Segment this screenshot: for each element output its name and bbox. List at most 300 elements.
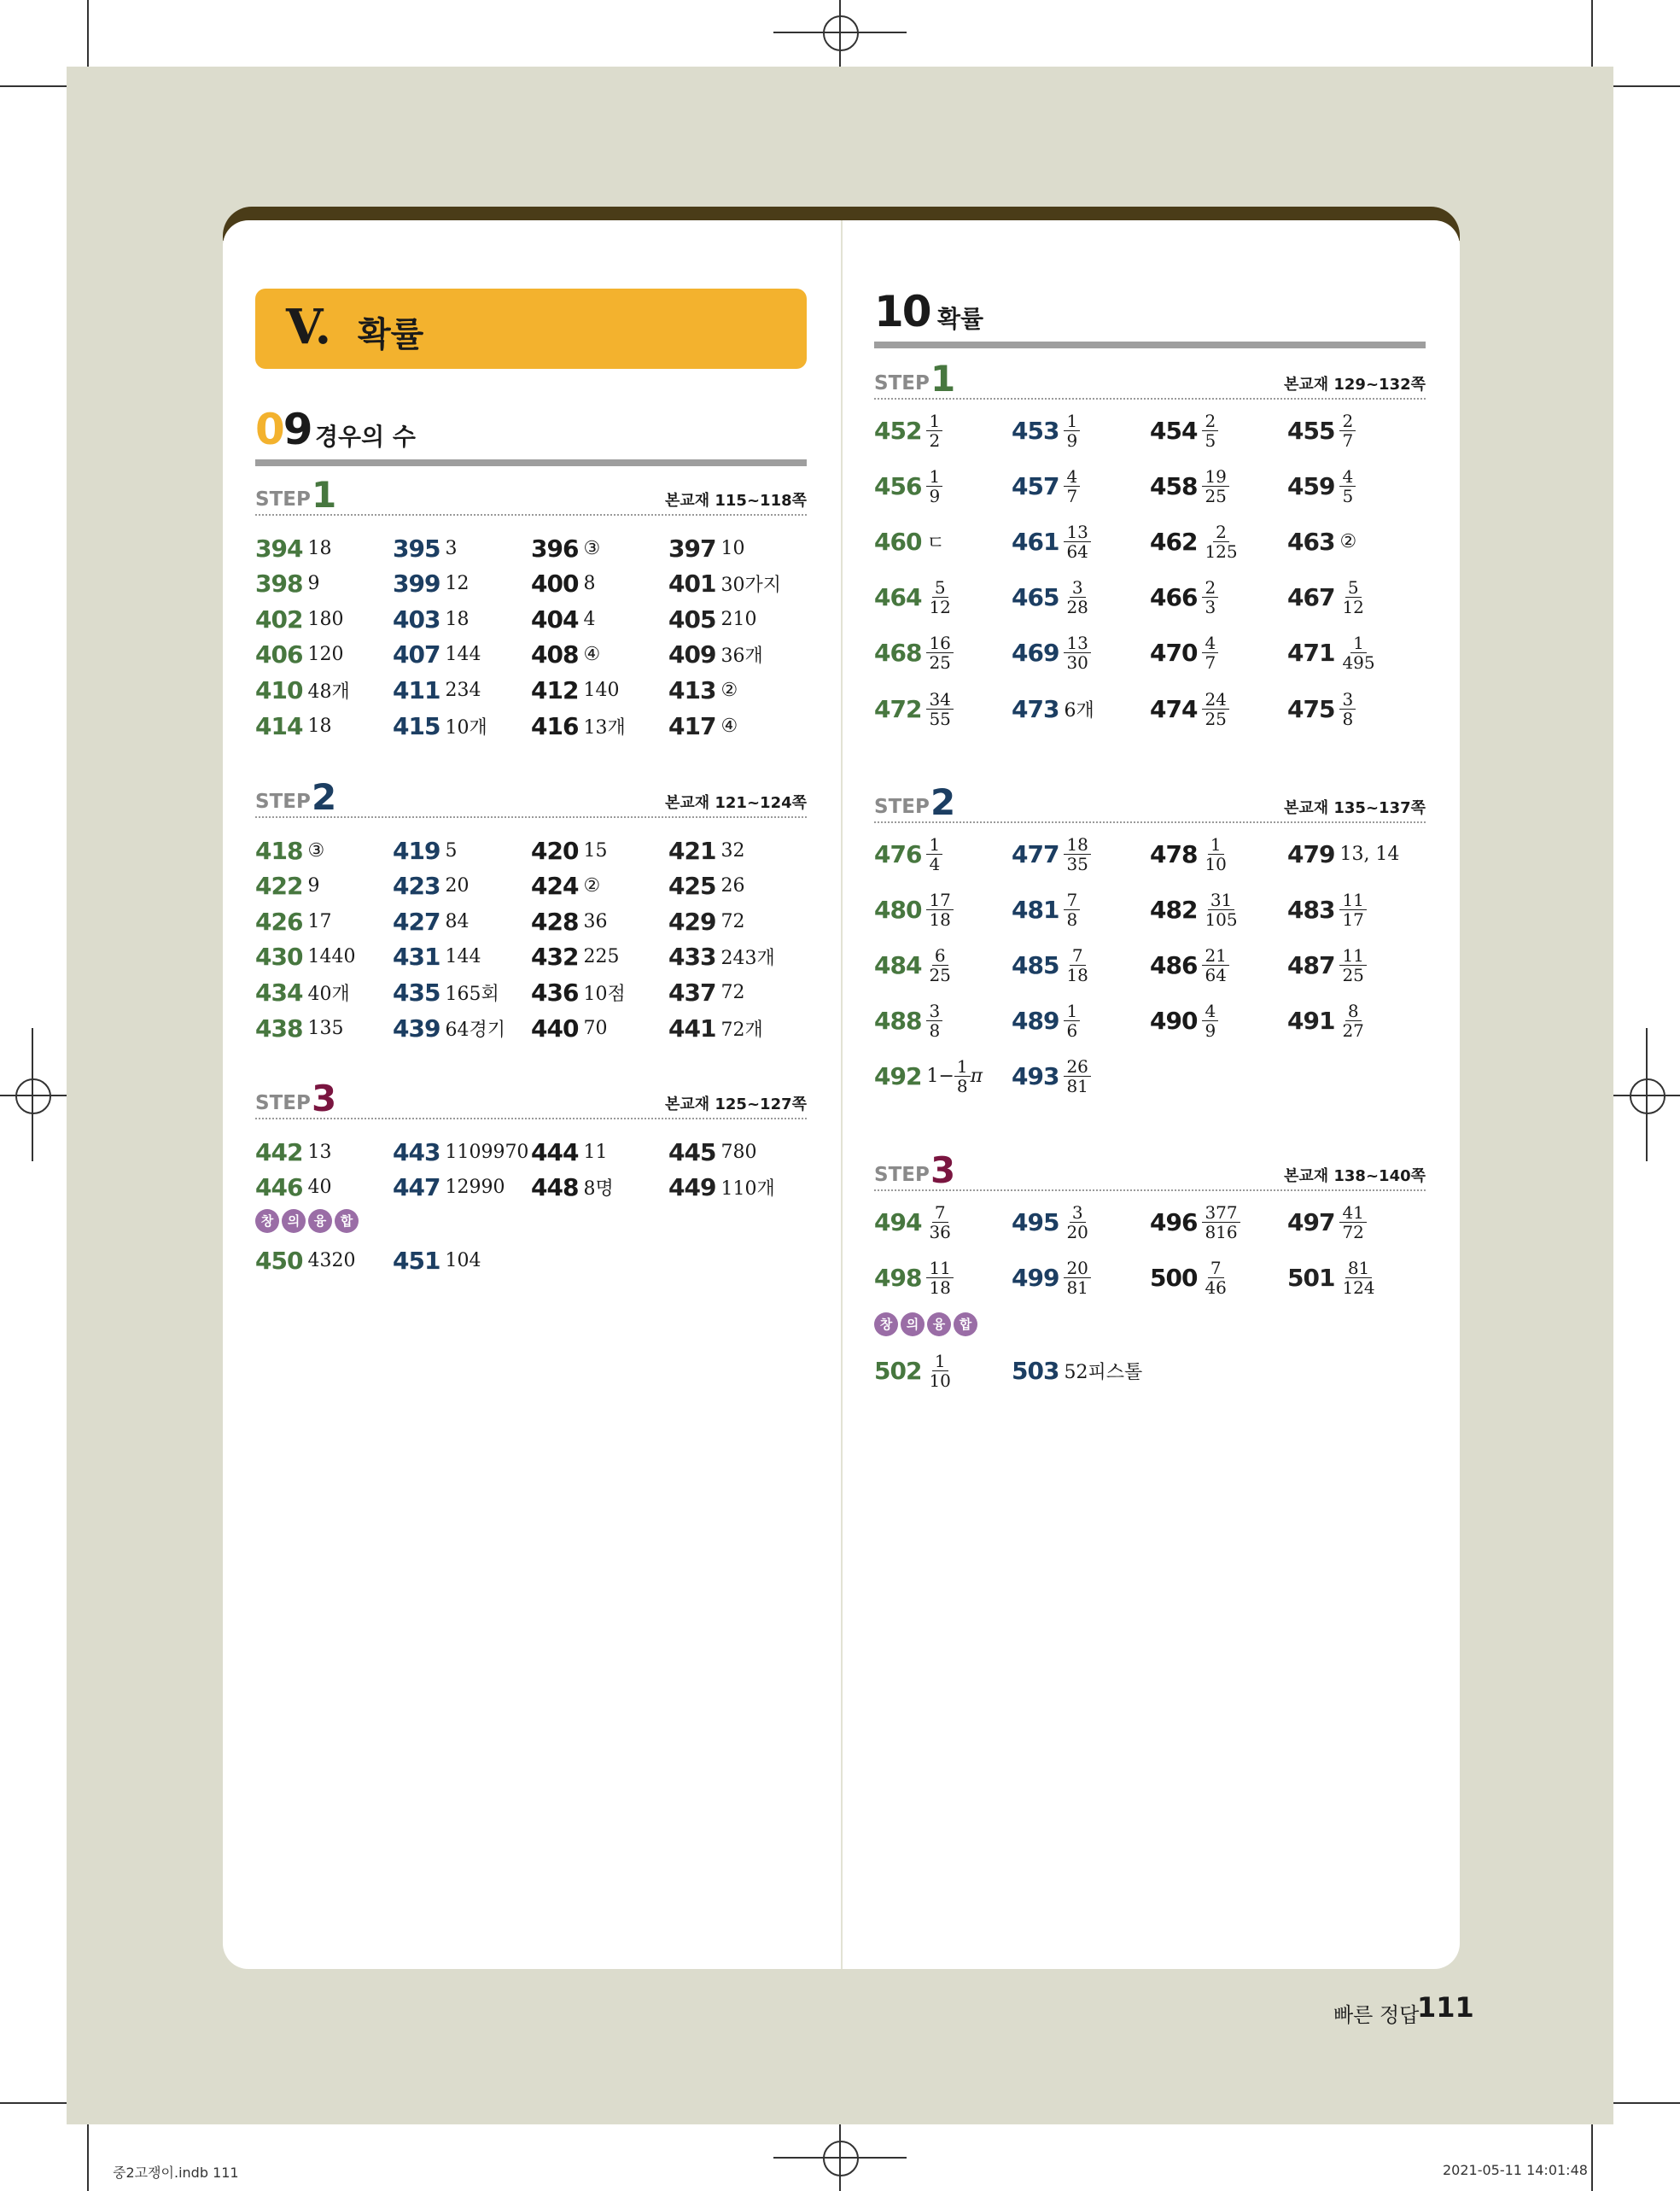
badge-letter: 융	[308, 1209, 332, 1233]
answer-item	[1012, 939, 1091, 990]
question-number: 474	[1150, 694, 1198, 723]
answer-item	[1150, 683, 1229, 734]
fraction	[926, 946, 953, 984]
answer-item	[393, 673, 481, 707]
numerator: 18	[1064, 835, 1090, 855]
question-number: 403	[393, 605, 440, 634]
question-number: 394	[255, 534, 303, 563]
numerator: 1	[1064, 1002, 1080, 1021]
question-number: 458	[1150, 471, 1198, 500]
textbook-page-reference: 본교재 121~124쪽	[664, 794, 807, 812]
question-number: 399	[393, 570, 440, 599]
question-number: 428	[531, 907, 579, 936]
answer-item	[255, 940, 355, 974]
answer-value: 17	[307, 910, 332, 932]
answer-item	[874, 405, 942, 456]
denominator: 27	[1342, 1020, 1364, 1042]
question-number: 481	[1012, 895, 1059, 924]
question-number: 483	[1287, 895, 1335, 924]
step-header	[255, 776, 807, 818]
fraction	[1064, 578, 1090, 616]
chapter-number-digits: 9	[283, 405, 312, 454]
question-number: 431	[393, 943, 440, 972]
answer-item	[255, 904, 331, 938]
answer-value: 144	[445, 644, 481, 666]
numerator: 1	[926, 835, 942, 855]
answer-item	[255, 1171, 331, 1205]
fraction	[926, 891, 953, 929]
answer-value: ②	[583, 875, 601, 897]
denominator: 10	[929, 1370, 951, 1391]
answer-value: 64경기	[445, 1019, 505, 1041]
answer-value: 110개	[720, 1178, 775, 1201]
answer-item	[668, 975, 744, 1009]
question-number: 444	[531, 1137, 579, 1166]
answer-value: 40	[307, 1177, 332, 1199]
answer-value: 48개	[307, 681, 350, 703]
answer-item	[1287, 1252, 1378, 1303]
answer-item	[1287, 516, 1356, 567]
answer-prefix: 1−	[926, 1066, 954, 1088]
numerator: 26	[1064, 1057, 1090, 1077]
answer-item	[668, 602, 756, 636]
crop-mark	[87, 0, 89, 67]
answer-item	[1150, 628, 1218, 679]
answer-item	[531, 673, 619, 707]
answer-item	[1287, 460, 1356, 511]
numerator: 3	[926, 1002, 942, 1021]
question-number: 410	[255, 675, 303, 704]
denominator: 8	[929, 1020, 941, 1042]
numerator: 2	[1213, 523, 1229, 542]
answer-item	[393, 638, 481, 672]
answer-item	[874, 996, 942, 1047]
badge-letter: 창	[874, 1312, 898, 1336]
answer-item	[531, 975, 626, 1009]
chapter-title: 확률	[937, 305, 984, 333]
answer-item	[668, 709, 738, 743]
answer-value: 18	[445, 608, 470, 630]
step-number: 3	[930, 1149, 956, 1191]
denominator: 36	[929, 1221, 951, 1242]
question-number: 437	[668, 978, 716, 1007]
question-number: 479	[1287, 839, 1335, 868]
question-number: 436	[531, 978, 579, 1007]
answer-value: ②	[1339, 530, 1357, 552]
answer-suffix: π	[970, 1066, 983, 1088]
answer-item	[1012, 1196, 1091, 1247]
answer-item	[393, 975, 499, 1009]
answer-item	[874, 939, 954, 990]
answer-value: 10개	[445, 716, 487, 739]
answer-value: 12990	[445, 1177, 505, 1199]
question-number: 449	[668, 1173, 716, 1202]
answer-item	[255, 1011, 343, 1045]
numerator: 5	[1345, 578, 1362, 598]
fraction	[1064, 946, 1090, 984]
question-number: 456	[874, 471, 922, 500]
question-number: 482	[1150, 895, 1198, 924]
answer-value: 5	[445, 839, 458, 862]
answer-item	[1150, 516, 1240, 567]
question-number: 445	[668, 1137, 716, 1166]
denominator: 12	[929, 597, 951, 618]
denominator: 816	[1205, 1221, 1238, 1242]
question-number: 432	[531, 943, 579, 972]
fraction	[926, 690, 953, 728]
question-number: 491	[1287, 1007, 1335, 1036]
answer-item	[1150, 828, 1229, 879]
question-number: 466	[1150, 583, 1198, 612]
question-number: 461	[1012, 527, 1059, 556]
unit-title: 확률	[358, 315, 424, 354]
answer-value: 18	[307, 715, 332, 737]
question-number: 421	[668, 836, 716, 865]
answer-value: 4	[583, 608, 596, 630]
numerator: 41	[1339, 1203, 1366, 1223]
answer-item	[668, 673, 738, 707]
numerator: 7	[1070, 946, 1086, 966]
fraction	[1202, 1259, 1228, 1297]
fraction	[1202, 1002, 1218, 1040]
answer-item	[531, 869, 600, 903]
fraction	[926, 1002, 942, 1040]
question-number: 475	[1287, 694, 1335, 723]
fraction	[1339, 578, 1366, 616]
creative-convergence-badge	[874, 1312, 977, 1338]
question-number: 502	[874, 1356, 922, 1385]
question-number: 401	[668, 570, 716, 599]
answer-value: ④	[583, 644, 601, 666]
fraction	[1202, 523, 1240, 561]
answer-value: 225	[583, 946, 620, 968]
fraction	[1202, 690, 1228, 728]
answer-item	[668, 940, 775, 974]
badge-letter: 합	[954, 1312, 977, 1336]
fraction	[1202, 578, 1218, 616]
question-number: 433	[668, 943, 716, 972]
denominator: 25	[1342, 964, 1364, 985]
denominator: 8	[1342, 708, 1354, 729]
fraction	[1064, 891, 1080, 929]
question-number: 468	[874, 639, 922, 668]
question-number: 503	[1012, 1356, 1059, 1385]
answer-item	[531, 1011, 607, 1045]
answer-item	[255, 602, 343, 636]
step-label: STEP	[255, 488, 311, 511]
badge-letter: 창	[255, 1209, 279, 1233]
step-number: 1	[930, 358, 956, 400]
answer-value: 20	[445, 875, 470, 897]
denominator: 4	[929, 853, 941, 874]
numerator: 11	[1339, 946, 1366, 966]
numerator: 4	[1339, 467, 1356, 487]
denominator: 7	[1205, 652, 1216, 674]
question-number: 406	[255, 640, 303, 669]
fraction	[1064, 523, 1090, 561]
denominator: 105	[1205, 909, 1238, 930]
numerator: 81	[1345, 1259, 1372, 1278]
chapter-title: 경우의 수	[315, 423, 416, 451]
answer-item	[393, 1243, 481, 1277]
answer-item	[1012, 628, 1091, 679]
question-number: 486	[1150, 950, 1198, 979]
question-number: 397	[668, 534, 716, 563]
crop-mark	[0, 2102, 67, 2104]
denominator: 35	[1066, 853, 1088, 874]
denominator: 25	[929, 652, 951, 674]
fraction	[926, 412, 942, 450]
fraction	[1202, 835, 1228, 873]
question-number: 443	[393, 1137, 440, 1166]
answer-value: 13	[307, 1141, 332, 1163]
step-header	[255, 1080, 807, 1119]
denominator: 72	[1342, 1221, 1364, 1242]
answer-item	[874, 1196, 954, 1247]
question-number: 400	[531, 570, 579, 599]
answer-item	[393, 531, 457, 565]
answer-item	[393, 833, 457, 868]
question-number: 472	[874, 694, 922, 723]
answer-item	[393, 709, 487, 743]
denominator: 125	[1205, 540, 1238, 562]
denominator: 20	[1066, 1221, 1088, 1242]
answer-item	[255, 1135, 331, 1169]
question-number: 454	[1150, 416, 1198, 445]
question-number: 469	[1012, 639, 1059, 668]
numerator: 1	[954, 1057, 971, 1077]
question-number: 422	[255, 872, 303, 901]
step-header	[874, 360, 1426, 400]
question-number: 407	[393, 640, 440, 669]
numerator: 8	[1345, 1002, 1362, 1021]
textbook-page-reference: 본교재 129~132쪽	[1283, 376, 1426, 394]
answer-value: 243개	[720, 948, 775, 970]
question-number: 476	[874, 839, 922, 868]
answer-item	[1150, 405, 1218, 456]
answer-item	[668, 1171, 775, 1205]
fraction	[1064, 1002, 1080, 1040]
question-number: 409	[668, 640, 716, 669]
answer-value: 4320	[307, 1249, 356, 1271]
answer-value: 180	[307, 608, 344, 630]
chapter-number-digits: 10	[874, 287, 930, 336]
denominator: 7	[1342, 429, 1354, 451]
fraction	[1064, 412, 1080, 450]
textbook-page-reference: 본교재 125~127쪽	[664, 1096, 807, 1113]
question-number: 408	[531, 640, 579, 669]
numerator: 7	[1064, 891, 1080, 910]
answer-value: 72	[720, 981, 745, 1003]
answer-item	[1012, 1051, 1091, 1102]
step-label: STEP	[874, 1164, 930, 1186]
answer-item	[1287, 1196, 1367, 1247]
answer-value: 30가지	[720, 575, 781, 597]
answer-item	[393, 904, 469, 938]
question-number: 438	[255, 1014, 303, 1043]
fraction	[1064, 1203, 1090, 1242]
question-number: 442	[255, 1137, 303, 1166]
question-number: 440	[531, 1014, 579, 1043]
fraction	[1202, 412, 1218, 450]
answer-value: 10	[720, 537, 745, 559]
answer-item	[1012, 1252, 1091, 1303]
answer-item	[668, 638, 763, 672]
question-number: 489	[1012, 1007, 1059, 1036]
answer-item	[1150, 996, 1218, 1047]
answer-value: 140	[583, 679, 620, 701]
fraction	[1202, 946, 1228, 984]
answer-value: 15	[583, 839, 608, 862]
question-number: 429	[668, 907, 716, 936]
question-number: 430	[255, 943, 303, 972]
question-number: 434	[255, 978, 303, 1007]
answer-item	[1287, 884, 1367, 935]
answer-item	[668, 567, 781, 601]
answer-value: 40개	[307, 983, 350, 1005]
answer-value: 52피스톨	[1064, 1361, 1143, 1383]
answer-item	[1287, 683, 1356, 734]
fraction	[1202, 634, 1218, 672]
question-number: 398	[255, 570, 303, 599]
answer-item	[255, 833, 324, 868]
answer-value: 10점	[583, 983, 626, 1005]
denominator: 9	[1205, 1020, 1216, 1042]
question-number: 467	[1287, 583, 1335, 612]
step-header	[874, 781, 1426, 823]
fraction	[1339, 634, 1377, 672]
answer-item	[1012, 683, 1094, 734]
answer-item	[1287, 405, 1356, 456]
answer-item	[874, 683, 954, 734]
numerator: 4	[1202, 634, 1218, 653]
answer-item	[1150, 1196, 1240, 1247]
answer-item	[255, 638, 343, 672]
question-number: 411	[393, 675, 440, 704]
answer-item	[874, 1051, 983, 1102]
answer-item	[255, 709, 331, 743]
answer-value: 32	[720, 839, 745, 862]
fraction	[1339, 690, 1356, 728]
answer-item	[531, 602, 595, 636]
question-number: 465	[1012, 583, 1059, 612]
answer-item	[255, 975, 350, 1009]
denominator: 8	[1066, 909, 1078, 930]
answer-item	[531, 709, 626, 743]
denominator: 9	[1066, 429, 1078, 451]
question-number: 457	[1012, 471, 1059, 500]
numerator: 2	[1339, 412, 1356, 431]
unit-number: V.	[286, 299, 332, 355]
question-number: 497	[1287, 1207, 1335, 1236]
denominator: 64	[1205, 964, 1227, 985]
denominator: 10	[1205, 853, 1227, 874]
numerator: 21	[1202, 946, 1228, 966]
answer-value: ㄷ	[926, 532, 945, 554]
fraction	[1202, 1203, 1240, 1242]
question-number: 418	[255, 836, 303, 865]
question-number: 395	[393, 534, 440, 563]
answer-value: ③	[583, 537, 601, 559]
answer-item	[255, 869, 319, 903]
answer-item	[874, 1252, 954, 1303]
fraction	[926, 578, 953, 616]
fraction	[1339, 891, 1366, 929]
answer-value: 72	[720, 910, 745, 932]
numerator: 7	[932, 1203, 948, 1223]
question-number: 477	[1012, 839, 1059, 868]
fraction	[1202, 467, 1228, 505]
denominator: 17	[1342, 909, 1364, 930]
answer-item	[668, 833, 744, 868]
fraction	[926, 1203, 953, 1242]
numerator: 5	[932, 578, 948, 598]
denominator: 64	[1066, 540, 1088, 562]
question-number: 464	[874, 583, 922, 612]
fraction	[1202, 891, 1240, 929]
question-number: 500	[1150, 1263, 1198, 1292]
answer-value: 104	[445, 1249, 481, 1271]
question-number: 441	[668, 1014, 716, 1043]
answer-value: 6개	[1064, 699, 1094, 722]
fraction	[1339, 1002, 1366, 1040]
answer-item	[393, 1171, 505, 1205]
chapter-number-zero: 0	[255, 405, 283, 454]
question-number: 412	[531, 675, 579, 704]
answer-item	[255, 567, 319, 601]
footer-label: 빠른 정답	[1333, 2003, 1420, 2027]
crop-mark	[1591, 0, 1593, 67]
question-number: 448	[531, 1173, 579, 1202]
step-number: 1	[312, 474, 337, 516]
numerator: 13	[1064, 523, 1090, 542]
chapter-heading	[255, 405, 807, 466]
question-number: 471	[1287, 639, 1335, 668]
fraction	[1064, 1057, 1090, 1096]
answer-value: 72개	[720, 1019, 763, 1041]
unit-banner	[255, 289, 807, 369]
fraction	[1064, 634, 1090, 672]
answer-value: 70	[583, 1017, 608, 1039]
question-number: 498	[874, 1263, 922, 1292]
answer-value: 36	[583, 910, 608, 932]
answer-item	[1012, 405, 1080, 456]
numerator: 1	[1208, 835, 1224, 855]
question-number: 487	[1287, 950, 1335, 979]
answer-item	[531, 531, 600, 565]
question-number: 495	[1012, 1207, 1059, 1236]
question-number: 415	[393, 711, 440, 740]
numerator: 3	[1339, 690, 1356, 710]
question-number: 419	[393, 836, 440, 865]
textbook-page-reference: 본교재 138~140쪽	[1283, 1167, 1426, 1185]
answer-value: 13개	[583, 716, 626, 739]
answer-item	[1012, 828, 1091, 879]
answer-value: 1440	[307, 946, 356, 968]
answer-value: 1109970	[445, 1141, 529, 1163]
fraction	[926, 1259, 953, 1297]
question-number: 493	[1012, 1062, 1059, 1091]
numerator: 4	[1064, 467, 1080, 487]
question-number: 426	[255, 907, 303, 936]
textbook-page-reference: 본교재 115~118쪽	[664, 492, 807, 510]
answer-item	[393, 940, 481, 974]
answer-item	[531, 904, 607, 938]
answer-item	[531, 833, 607, 868]
fraction	[1064, 1259, 1090, 1297]
denominator: 8	[956, 1076, 968, 1097]
page-number: 111	[1417, 1991, 1474, 2024]
